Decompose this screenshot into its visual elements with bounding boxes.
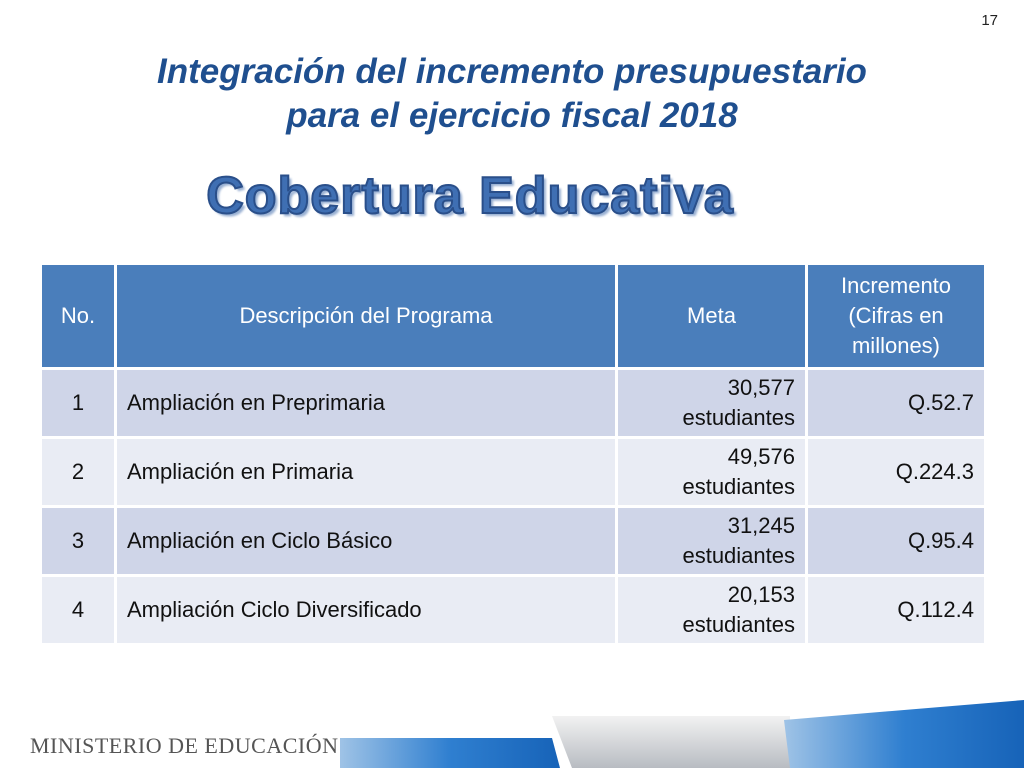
meta-value: 30,577 [727, 375, 795, 400]
footer-band-blue-right [784, 700, 1024, 768]
cell-no: 3 [41, 507, 116, 576]
meta-value: 49,576 [727, 444, 795, 469]
cell-no: 4 [41, 576, 116, 645]
header-increment-line-1: Incremento [840, 273, 952, 298]
header-meta: Meta [617, 264, 807, 369]
meta-unit: estudiantes [682, 543, 795, 568]
footer-band-blue-left [340, 738, 560, 768]
cell-description: Ampliación en Preprimaria [116, 369, 617, 438]
footer-band-gray [552, 716, 790, 768]
cell-increment: Q.52.7 [807, 369, 986, 438]
meta-value: 20,153 [727, 582, 795, 607]
ministry-logo-text: MINISTERIO DE EDUCACIÓN [30, 733, 339, 758]
header-no: No. [41, 264, 116, 369]
cell-description: Ampliación Ciclo Diversificado [116, 576, 617, 645]
cell-increment: Q.95.4 [807, 507, 986, 576]
title-line-1: Integración del incremento presupuestario [157, 52, 867, 91]
meta-unit: estudiantes [682, 405, 795, 430]
cell-increment: Q.112.4 [807, 576, 986, 645]
cell-increment: Q.224.3 [807, 438, 986, 507]
cell-no: 2 [41, 438, 116, 507]
cell-description: Ampliación en Ciclo Básico [116, 507, 617, 576]
meta-unit: estudiantes [682, 474, 795, 499]
header-increment-line-3: millones) [851, 333, 941, 358]
section-subtitle: Cobertura Educativa [206, 167, 734, 225]
meta-value: 31,245 [727, 513, 795, 538]
header-increment-line-2: (Cifras en [848, 303, 944, 328]
page-number: 17 [981, 12, 998, 29]
meta-unit: estudiantes [682, 612, 795, 637]
cell-no: 1 [41, 369, 116, 438]
title-line-2: para el ejercicio fiscal 2018 [286, 96, 738, 135]
header-description: Descripción del Programa [116, 264, 617, 369]
cell-description: Ampliación en Primaria [116, 438, 617, 507]
